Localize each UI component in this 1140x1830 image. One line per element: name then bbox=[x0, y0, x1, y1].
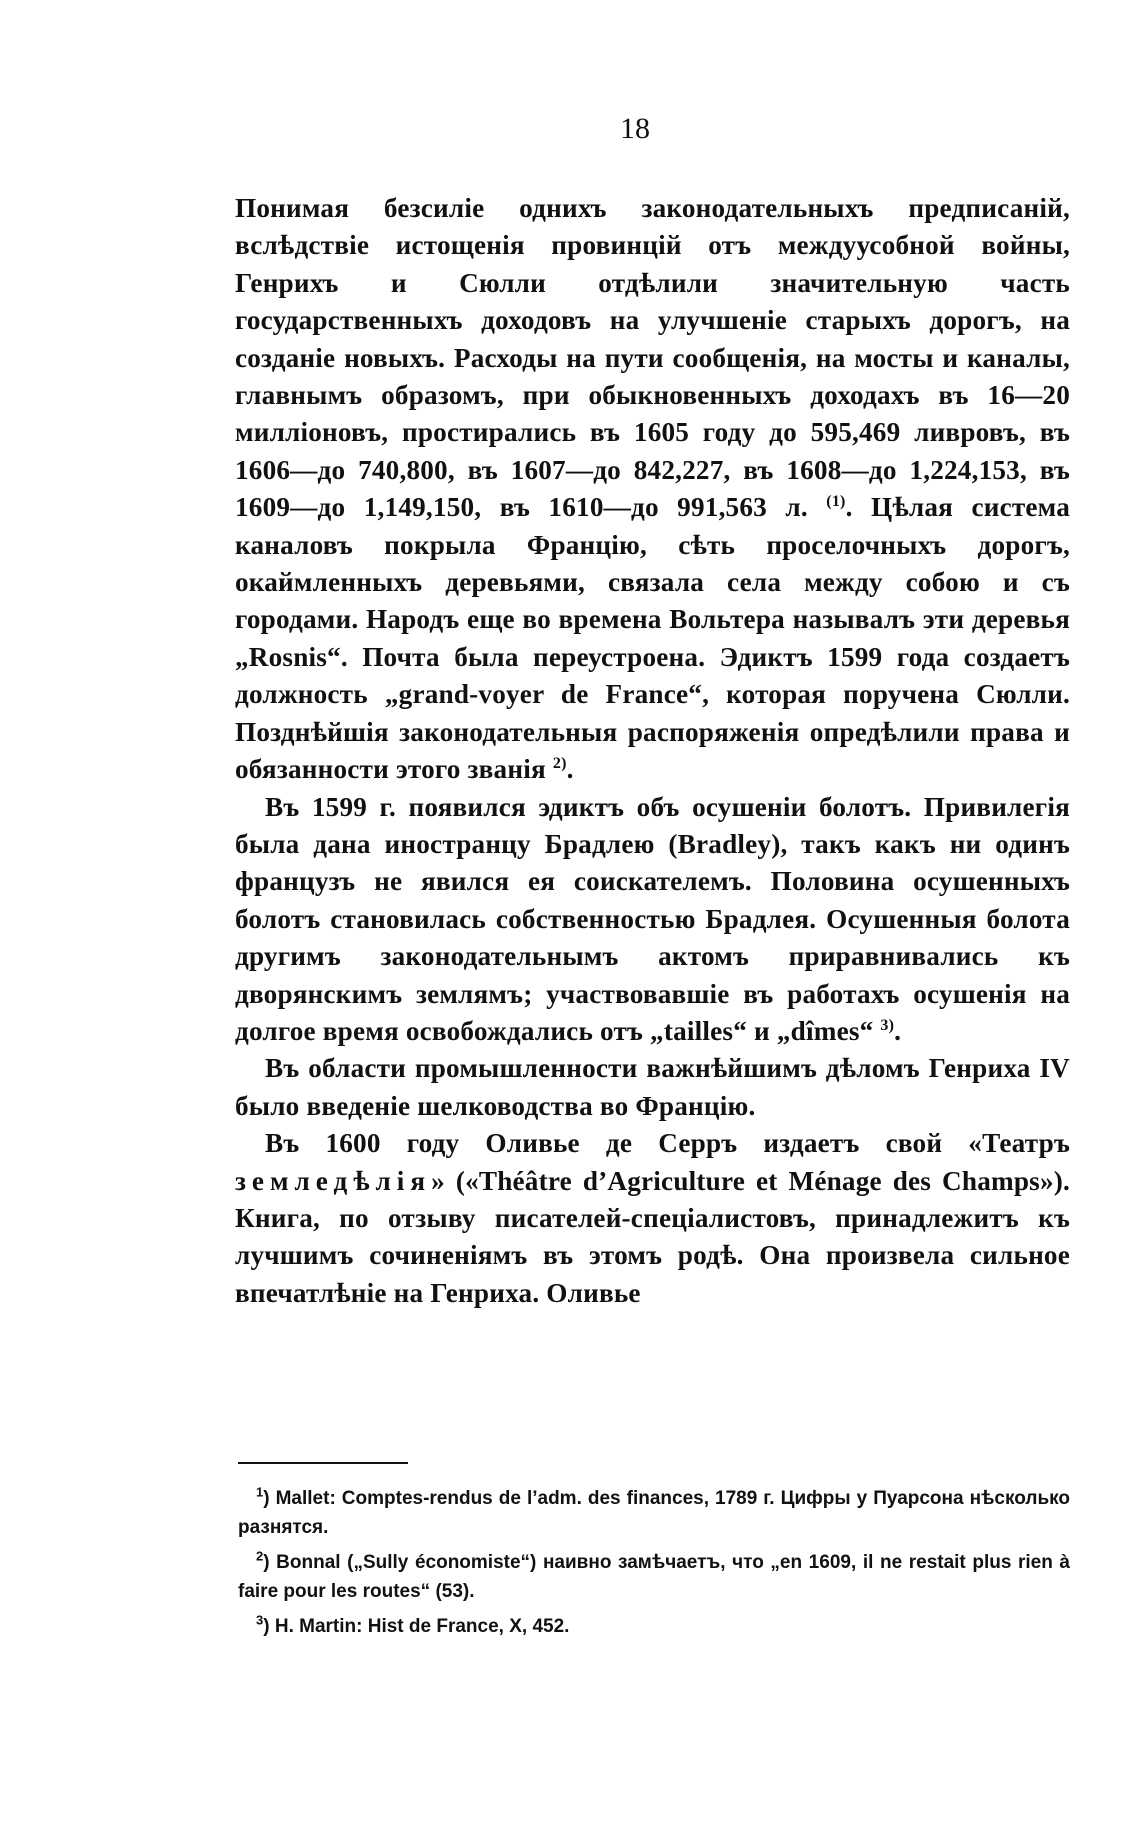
paragraph-text: » («Théâtre d’Agriculture et Ménage des Champs»). Книга, по отзыву писателей-спеціалистовъ, принадлежитъ къ лучшимъ сочиненіямъ въ этомъ родѣ. Она произвела сильное впечатлѣніе на Генриха. Оливье bbox=[235, 1165, 1070, 1308]
paragraph-text: Понимая безсиліе однихъ законодательныхъ предписаній, вслѣдствіе истощенія провинцій отъ междуусобной войны, Генрихъ и Сюлли отдѣлили значительную часть государственныхъ доходовъ на улучшеніе старыхъ дорогъ, на созданіе новыхъ. Расходы на пути сообщенія, на мосты и каналы, главнымъ образомъ, при обыкновенныхъ доходахъ въ 16—20 милліоновъ, простирались въ 1605 году до 595,469 ливровъ, въ 1606—до 740,800, въ 1607—до 842,227, въ 1608—до 1,224,153, въ 1609—до 1,149,150, въ 1610—до 991,563 л. bbox=[235, 193, 1070, 523]
footnote-mark: 3 bbox=[256, 1612, 264, 1628]
footnotes bbox=[238, 1484, 1070, 1647]
footnote-text: Mallet: Comptes-rendus de l’adm. des finances, 1789 г. Цифры у Пуарсона нѣсколько разнятся. bbox=[238, 1488, 1070, 1538]
paragraph-olivier bbox=[235, 1125, 1070, 1312]
footnote-ref: 3) bbox=[880, 1016, 895, 1034]
footnote-mark: 1 bbox=[256, 1484, 264, 1500]
paragraph-silk bbox=[235, 1050, 1070, 1125]
page-number: 18 bbox=[620, 112, 650, 145]
paragraph-text: . Цѣлая система каналовъ покрыла Францію, сѣть проселочныхъ дорогъ, окаймленныхъ деревьями, связала села между собою и съ городами. Народъ еще во времена Вольтера называлъ эти деревья „Rosnis“. Почта была переустроена. Эдиктъ 1599 года создаетъ должность „grand-voyer de France“, которая поручена Сюлли. Позднѣйшія законодательныя распоряженія опредѣлили права и обязанности этого званія bbox=[235, 492, 1071, 785]
paragraph-text: Въ 1600 году Оливье де Серръ издаетъ свой «Театръ bbox=[265, 1128, 1070, 1159]
footnote-ref: (1) bbox=[826, 493, 846, 511]
footnote-text: Bonnal („Sully économiste“) наивно замѣчаетъ, что „en 1609, il ne restait plus rien à faire pour les routes“ (53). bbox=[238, 1552, 1070, 1602]
footnote-1: $^1$) Mallet: Comptes-rendus de l’adm. des finances, 1789 г. Цифры у Пуарсона нѣсколько разнятся. bbox=[238, 1484, 1070, 1538]
footnote-2: $^2$) Bonnal („Sully économiste“) наивно замѣчаетъ, что „en 1609, il ne restait plus rien à faire pour les routes“ (53). bbox=[238, 1548, 1070, 1602]
footnote-text: H. Martin: Hist de France, X, 452. bbox=[274, 1616, 570, 1637]
paragraph-text: Въ 1599 г. появился эдиктъ объ осушеніи болотъ. Привилегія была дана иностранцу Брадлею (Bradley), такъ какъ ни одинъ французъ не явился ея соискателемъ. Половина осушенныхъ болотъ становилась собственностью Брадлея. Осушенныя болота другимъ законодательнымъ актомъ приравнивались къ дворянскимъ землямъ; участвовавшіе въ работахъ осушенія на долгое время освобождались отъ „tailles“ и „dîmes“ bbox=[235, 791, 1070, 1046]
footnote-3: $^3$) H. Martin: Hist de France, X, 452. bbox=[256, 1612, 570, 1637]
main-text bbox=[235, 190, 1070, 1312]
footnote-mark: 2 bbox=[256, 1548, 264, 1564]
paragraph-swamps: Въ 1599 г. появился эдиктъ объ осушеніи болотъ. Привилегія была дана иностранцу Брадлею (Bradley), такъ какъ ни одинъ французъ не явился ея соискателемъ. Половина осушенныхъ болотъ становилась собственностью Брадлея. Осушенныя болота другимъ законодательнымъ актомъ приравнивались къ дворянскимъ землямъ; участвовавшіе въ работахъ осушенія на долгое время освобождались отъ „tailles“ и „dîmes“ $^{3)}$. bbox=[235, 791, 1070, 1046]
footnote-divider bbox=[238, 1462, 408, 1464]
paragraph-roads: Понимая безсиліе однихъ законодательныхъ предписаній, вслѣдствіе истощенія провинцій отъ междуусобной войны, Генрихъ и Сюлли отдѣлили значительную часть государственныхъ доходовъ на улучшеніе старыхъ дорогъ, на созданіе новыхъ. Расходы на пути сообщенія, на мосты и каналы, главнымъ образомъ, при обыкновенныхъ доходахъ въ 16—20 милліоновъ, простирались въ 1605 году до 595,469 ливровъ, въ 1606—до 740,800, въ 1607—до 842,227, въ 1608—до 1,224,153, въ 1609—до 1,149,150, въ 1610—до 991,563 л. $^{(1)}$. Цѣлая система каналовъ покрыла Францію, сѣть проселочныхъ дорогъ, окаймленныхъ деревьями, связала села между собою и съ городами. Народъ еще во времена Вольтера называлъ эти деревья „Rosnis“. Почта была переустроена. Эдиктъ 1599 года создаетъ должность „grand-voyer de France“, которая поручена Сюлли. Позднѣйшія законодательныя распоряженія опредѣлили права и обязанности этого званія $^{2)}$. bbox=[235, 193, 1071, 785]
paragraph-text: Въ области промышленности важнѣйшимъ дѣломъ Генриха IV было введеніе шелководства во Францію. bbox=[235, 1053, 1070, 1121]
footnote-ref: 2) bbox=[552, 755, 567, 773]
spaced-title: земледѣлія bbox=[235, 1165, 432, 1196]
